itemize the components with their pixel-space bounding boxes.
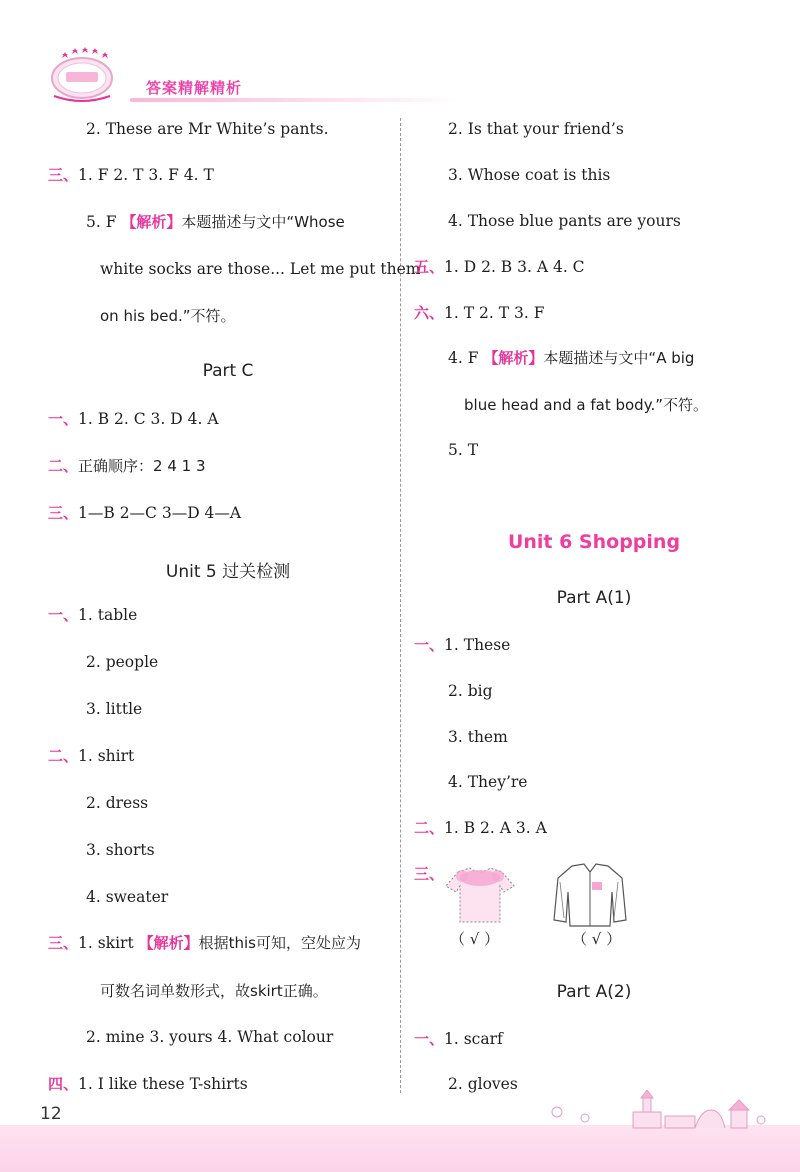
- unit-heading: Unit 5 过关检测: [165, 562, 291, 582]
- answer-text: 4. They’re: [448, 773, 528, 791]
- answer-text: 3. shorts: [86, 841, 155, 859]
- answer-text: 2. big: [448, 682, 493, 700]
- answer-line: [86, 652, 158, 672]
- section-heading: Part C: [202, 361, 254, 381]
- castle-decoration-icon: [545, 1090, 775, 1130]
- answer-text: 1. T 2. T 3. F: [444, 304, 545, 322]
- section-number: 一、: [48, 606, 79, 624]
- answer-text: 5. F: [86, 213, 122, 231]
- answer-line: [414, 303, 544, 323]
- answer-line: [448, 165, 610, 185]
- section-number: 二、: [48, 457, 79, 475]
- answer-line: [48, 1074, 248, 1094]
- answer-line: [464, 395, 708, 415]
- section-number: 六、: [414, 304, 445, 322]
- answer-line: [414, 635, 510, 655]
- answer-text: 1. D 2. B 3. A 4. C: [444, 258, 585, 276]
- page-number: 12: [40, 1104, 62, 1124]
- answer-line: [48, 746, 134, 766]
- brand-logo-icon: [40, 44, 124, 104]
- check-mark-label: （ √ ）: [572, 930, 622, 948]
- answer-text: 2. mine 3. yours 4. What colour: [86, 1028, 334, 1046]
- answer-text: 1—B 2—C 3—D 4—A: [78, 504, 242, 522]
- analysis-label: 【解析】: [121, 213, 182, 231]
- answer-line: [448, 727, 508, 747]
- answer-text: 2. Is that your friend’s: [448, 120, 624, 138]
- section-number: 一、: [414, 636, 445, 654]
- answer-text: 5. T: [448, 441, 479, 459]
- answer-line: [448, 211, 681, 231]
- page-header: [0, 0, 800, 110]
- footer-band: [0, 1125, 800, 1172]
- answer-line: [48, 456, 206, 476]
- answer-line: [86, 1027, 333, 1047]
- answer-line: [448, 772, 527, 792]
- answer-text: 4. Those blue pants are yours: [448, 212, 681, 230]
- header-title: 答案精解精析: [146, 79, 243, 97]
- answer-line: [86, 119, 329, 139]
- answer-text: on his bed.”不符。: [100, 307, 236, 325]
- answer-text: 正确顺序：2 4 1 3: [78, 457, 206, 475]
- answer-line: [48, 503, 241, 523]
- answer-line: [448, 119, 624, 139]
- answer-text: 1. scarf: [444, 1030, 503, 1048]
- answer-line: [86, 212, 345, 232]
- answer-text: 1. F 2. T 3. F 4. T: [78, 166, 214, 184]
- section-number: 三、: [48, 504, 79, 522]
- answer-line: [414, 864, 444, 884]
- answer-text: 3. Whose coat is this: [448, 166, 611, 184]
- answer-line: [448, 1074, 518, 1094]
- answer-line: [86, 887, 168, 907]
- section-number: 三、: [48, 934, 79, 952]
- answer-line: [414, 818, 547, 838]
- answer-line: [48, 165, 214, 185]
- answer-line: [414, 257, 585, 277]
- answer-text: 1. B 2. C 3. D 4. A: [78, 410, 219, 428]
- answer-text: 可数名词单数形式，故skirt正确。: [100, 982, 328, 1000]
- analysis-label: 【解析】: [138, 934, 199, 952]
- answer-line: [100, 259, 420, 279]
- answer-text: 2. These are Mr White’s pants.: [86, 120, 329, 138]
- coat-icon: [552, 862, 628, 928]
- answer-text: 2. gloves: [448, 1075, 518, 1093]
- answer-line: [448, 348, 694, 368]
- answer-text: 本题描述与文中“A big: [543, 349, 695, 367]
- answer-text: 1. skirt: [78, 934, 139, 952]
- answer-line: [86, 840, 155, 860]
- section-heading: Part A(2): [556, 982, 632, 1002]
- answer-text: blue head and a fat body.”不符。: [464, 396, 708, 414]
- answer-text: 3. them: [448, 728, 508, 746]
- answer-text: 1. B 2. A 3. A: [444, 819, 547, 837]
- answer-line: [48, 933, 361, 953]
- section-number: 一、: [48, 410, 79, 428]
- answer-text: 3. little: [86, 700, 143, 718]
- section-number: 三、: [48, 166, 79, 184]
- answer-line: [100, 306, 236, 326]
- answer-line: [48, 409, 219, 429]
- answer-text: 2. dress: [86, 794, 149, 812]
- answer-text: 4. sweater: [86, 888, 169, 906]
- answer-line: [100, 981, 328, 1001]
- t-shirt-icon: [444, 866, 516, 926]
- section-number: 三、: [414, 865, 445, 883]
- answer-line: [86, 793, 148, 813]
- answer-line: [414, 1029, 503, 1049]
- section-number: 五、: [414, 258, 445, 276]
- answer-line: [448, 681, 493, 701]
- answer-line: [48, 605, 137, 625]
- section-number: 四、: [48, 1075, 79, 1093]
- answer-text: 根据this可知，空处应为: [198, 934, 361, 952]
- answer-line: [448, 440, 478, 460]
- unit-heading: Unit 6 Shopping: [507, 531, 681, 553]
- section-number: 一、: [414, 1030, 445, 1048]
- answer-text: 1. These: [444, 636, 511, 654]
- check-mark-label: （ √ ）: [450, 930, 500, 948]
- answer-text: 本题描述与文中“Whose: [181, 213, 345, 231]
- analysis-label: 【解析】: [483, 349, 544, 367]
- answer-text: white socks are those... Let me put them: [100, 260, 421, 278]
- answer-text: 2. people: [86, 653, 159, 671]
- header-underline: [130, 98, 460, 102]
- section-heading: Part A(1): [556, 588, 632, 608]
- section-number: 二、: [48, 747, 79, 765]
- section-number: 二、: [414, 819, 445, 837]
- answer-text: 1. shirt: [78, 747, 135, 765]
- answer-text: 1. I like these T-shirts: [78, 1075, 248, 1093]
- answer-text: 4. F: [448, 349, 484, 367]
- answer-line: [86, 699, 142, 719]
- answer-text: 1. table: [78, 606, 138, 624]
